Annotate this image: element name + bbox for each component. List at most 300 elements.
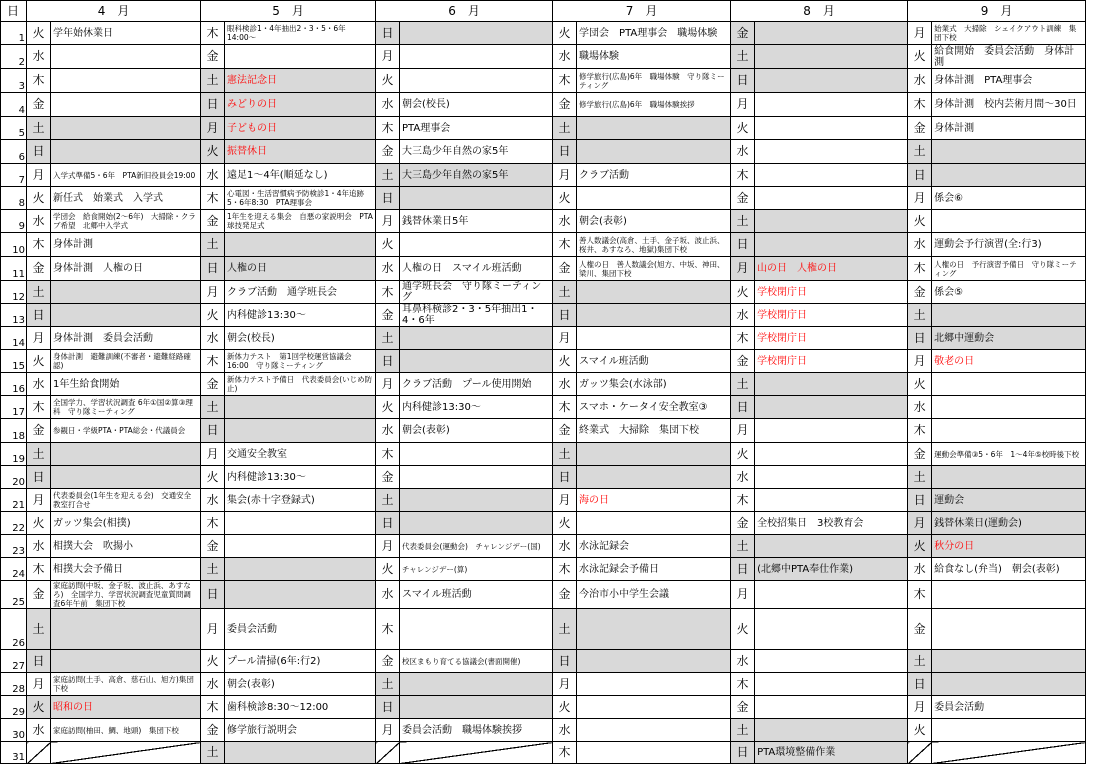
- event-jul[interactable]: 朝会(表彰): [577, 210, 731, 233]
- event-may[interactable]: 子どもの日: [225, 117, 376, 140]
- weekday-sep[interactable]: 土: [908, 304, 932, 327]
- weekday-jul[interactable]: 木: [553, 742, 577, 764]
- weekday-jun[interactable]: 月: [376, 373, 400, 396]
- event-apr[interactable]: [51, 140, 201, 164]
- event-aug[interactable]: [755, 396, 908, 419]
- weekday-jun[interactable]: 木: [376, 609, 400, 650]
- row-number[interactable]: 29: [1, 696, 27, 719]
- event-sep[interactable]: 運動会予行演習(全:行3): [932, 233, 1086, 257]
- event-may[interactable]: 憲法記念日: [225, 69, 376, 93]
- weekday-may[interactable]: 金: [201, 45, 225, 69]
- weekday-may[interactable]: 日: [201, 93, 225, 117]
- event-jul[interactable]: 今治市小中学生会議: [577, 581, 731, 609]
- weekday-apr[interactable]: 水: [27, 45, 51, 69]
- event-apr[interactable]: [51, 443, 201, 466]
- weekday-jul[interactable]: 日: [553, 650, 577, 673]
- weekday-jun[interactable]: 水: [376, 419, 400, 443]
- event-aug[interactable]: 学校閉庁日: [755, 281, 908, 304]
- weekday-jul[interactable]: 金: [553, 581, 577, 609]
- weekday-jun[interactable]: 金: [376, 466, 400, 489]
- weekday-may[interactable]: 土: [201, 558, 225, 581]
- event-sep[interactable]: [932, 673, 1086, 696]
- event-may[interactable]: 1年生を迎える集会 自悪の家説明会 PTA球技発足式: [225, 210, 376, 233]
- event-jun[interactable]: 人権の日 スマイル班活動: [400, 257, 553, 281]
- weekday-sep[interactable]: 月: [908, 187, 932, 210]
- event-apr[interactable]: 学年始休業日: [51, 22, 201, 45]
- event-jun[interactable]: 銭替休業日5年: [400, 210, 553, 233]
- event-jul[interactable]: [577, 443, 731, 466]
- weekday-jul[interactable]: 月: [553, 327, 577, 350]
- event-apr[interactable]: [51, 45, 201, 69]
- event-may[interactable]: [225, 396, 376, 419]
- weekday-aug[interactable]: 木: [731, 327, 755, 350]
- event-jul[interactable]: スマホ・ケータイ安全教室③: [577, 396, 731, 419]
- row-number[interactable]: 25: [1, 581, 27, 609]
- event-aug[interactable]: [755, 187, 908, 210]
- event-sep[interactable]: [932, 609, 1086, 650]
- weekday-aug[interactable]: 金: [731, 350, 755, 373]
- weekday-aug[interactable]: 火: [731, 281, 755, 304]
- event-may[interactable]: 集会(赤十字登録式): [225, 489, 376, 512]
- row-number[interactable]: 8: [1, 187, 27, 210]
- event-jul[interactable]: [577, 673, 731, 696]
- event-may[interactable]: 振替休日: [225, 140, 376, 164]
- weekday-sep[interactable]: 日: [908, 327, 932, 350]
- month-header-aug[interactable]: 8 月: [731, 1, 908, 22]
- row-number[interactable]: 18: [1, 419, 27, 443]
- weekday-jun[interactable]: 水: [376, 581, 400, 609]
- weekday-jun[interactable]: 月: [376, 45, 400, 69]
- event-jul[interactable]: [577, 304, 731, 327]
- weekday-apr[interactable]: 金: [27, 257, 51, 281]
- row-number[interactable]: 27: [1, 650, 27, 673]
- weekday-sep[interactable]: 木: [908, 257, 932, 281]
- weekday-jul[interactable]: 火: [553, 696, 577, 719]
- weekday-jun[interactable]: 月: [376, 719, 400, 742]
- event-may[interactable]: 交通安全教室: [225, 443, 376, 466]
- event-apr[interactable]: 身体計測 人権の日: [51, 257, 201, 281]
- event-jul[interactable]: 終業式 大掃除 集団下校: [577, 419, 731, 443]
- event-apr[interactable]: 全国学力、学習状況調査 6年①国②算③理科 守り隊ミーティング: [51, 396, 201, 419]
- event-jul[interactable]: ガッツ集会(水泳部): [577, 373, 731, 396]
- event-jul[interactable]: [577, 327, 731, 350]
- weekday-jul[interactable]: 火: [553, 187, 577, 210]
- weekday-may[interactable]: 木: [201, 350, 225, 373]
- event-jun[interactable]: 耳鼻科検診2・3・5年抽出1・4・6年: [400, 304, 553, 327]
- month-header-apr[interactable]: 4 月: [27, 1, 201, 22]
- event-may[interactable]: 人権の日: [225, 257, 376, 281]
- weekday-may[interactable]: 水: [201, 327, 225, 350]
- event-jun[interactable]: [400, 466, 553, 489]
- row-number[interactable]: 2: [1, 45, 27, 69]
- weekday-jul[interactable]: 木: [553, 558, 577, 581]
- weekday-aug[interactable]: 水: [731, 140, 755, 164]
- row-number[interactable]: 5: [1, 117, 27, 140]
- event-jul[interactable]: [577, 609, 731, 650]
- event-aug[interactable]: [755, 164, 908, 187]
- row-number[interactable]: 19: [1, 443, 27, 466]
- event-aug[interactable]: [755, 69, 908, 93]
- weekday-sep[interactable]: 木: [908, 581, 932, 609]
- event-aug[interactable]: 学校閉庁日: [755, 327, 908, 350]
- weekday-aug[interactable]: 金: [731, 22, 755, 45]
- weekday-apr[interactable]: 火: [27, 22, 51, 45]
- weekday-jun[interactable]: 木: [376, 117, 400, 140]
- event-jul[interactable]: [577, 466, 731, 489]
- weekday-jun[interactable]: 月: [376, 535, 400, 558]
- event-apr[interactable]: ガッツ集会(相撲): [51, 512, 201, 535]
- weekday-apr[interactable]: 土: [27, 281, 51, 304]
- event-aug[interactable]: [755, 117, 908, 140]
- event-aug[interactable]: (北郷中PTA奉仕作業): [755, 558, 908, 581]
- weekday-sep[interactable]: [908, 742, 932, 764]
- weekday-aug[interactable]: 木: [731, 164, 755, 187]
- weekday-jun[interactable]: 火: [376, 558, 400, 581]
- event-sep[interactable]: 銭替休業日(運動会): [932, 512, 1086, 535]
- corner-cell[interactable]: 日: [1, 1, 27, 22]
- event-sep[interactable]: 運動会準備③5・6年 1〜4年⑤校時後下校: [932, 443, 1086, 466]
- event-jun[interactable]: [400, 350, 553, 373]
- weekday-apr[interactable]: 月: [27, 327, 51, 350]
- weekday-may[interactable]: 火: [201, 304, 225, 327]
- weekday-may[interactable]: 月: [201, 443, 225, 466]
- event-apr[interactable]: 相撲大会予備日: [51, 558, 201, 581]
- event-apr[interactable]: [51, 466, 201, 489]
- weekday-apr[interactable]: 火: [27, 512, 51, 535]
- weekday-jun[interactable]: 日: [376, 350, 400, 373]
- event-jul[interactable]: [577, 140, 731, 164]
- weekday-aug[interactable]: 金: [731, 512, 755, 535]
- weekday-apr[interactable]: 木: [27, 69, 51, 93]
- event-jun[interactable]: 大三島少年自然の家5年: [400, 140, 553, 164]
- event-jul[interactable]: [577, 742, 731, 764]
- weekday-may[interactable]: 金: [201, 535, 225, 558]
- weekday-jun[interactable]: 金: [376, 140, 400, 164]
- weekday-aug[interactable]: 土: [731, 45, 755, 69]
- weekday-jun[interactable]: 木: [376, 281, 400, 304]
- event-jul[interactable]: 人権の日 善人数議会(旭方、中坂、神田、梁川、集団下校: [577, 257, 731, 281]
- weekday-jul[interactable]: 水: [553, 535, 577, 558]
- weekday-jun[interactable]: 火: [376, 396, 400, 419]
- event-may[interactable]: 朝会(表彰): [225, 673, 376, 696]
- event-sep[interactable]: 給食開始 委員会活動 身体計測: [932, 45, 1086, 69]
- event-sep[interactable]: 係会⑥: [932, 187, 1086, 210]
- event-apr[interactable]: 身体計測 避難訓練(不審者・避難経路確認): [51, 350, 201, 373]
- weekday-apr[interactable]: 日: [27, 650, 51, 673]
- weekday-aug[interactable]: 土: [731, 535, 755, 558]
- event-jun[interactable]: 大三島少年自然の家5年: [400, 164, 553, 187]
- event-apr[interactable]: [51, 304, 201, 327]
- weekday-sep[interactable]: 土: [908, 650, 932, 673]
- event-aug[interactable]: [755, 210, 908, 233]
- event-aug[interactable]: 学校閉庁日: [755, 350, 908, 373]
- event-aug[interactable]: PTA環境整備作業: [755, 742, 908, 764]
- event-apr[interactable]: 身体計測 委員会活動: [51, 327, 201, 350]
- weekday-aug[interactable]: 日: [731, 396, 755, 419]
- event-jun[interactable]: 朝会(校長): [400, 93, 553, 117]
- event-jul[interactable]: [577, 696, 731, 719]
- weekday-jun[interactable]: 日: [376, 22, 400, 45]
- weekday-jun[interactable]: 水: [376, 93, 400, 117]
- weekday-apr[interactable]: 金: [27, 93, 51, 117]
- row-number[interactable]: 15: [1, 350, 27, 373]
- weekday-jul[interactable]: 木: [553, 396, 577, 419]
- event-may[interactable]: 新体力テスト予備日 代表委員会(いじめ防止): [225, 373, 376, 396]
- weekday-may[interactable]: 水: [201, 673, 225, 696]
- weekday-jul[interactable]: 金: [553, 257, 577, 281]
- event-jul[interactable]: [577, 117, 731, 140]
- event-jun[interactable]: チャレンジデー(算): [400, 558, 553, 581]
- weekday-jul[interactable]: 土: [553, 281, 577, 304]
- row-number[interactable]: 22: [1, 512, 27, 535]
- event-aug[interactable]: [755, 535, 908, 558]
- weekday-jun[interactable]: 日: [376, 696, 400, 719]
- weekday-apr[interactable]: [27, 742, 51, 764]
- weekday-apr[interactable]: 水: [27, 719, 51, 742]
- event-jun[interactable]: [400, 187, 553, 210]
- weekday-apr[interactable]: 日: [27, 140, 51, 164]
- weekday-may[interactable]: 月: [201, 281, 225, 304]
- weekday-jul[interactable]: 木: [553, 233, 577, 257]
- event-may[interactable]: 遠足1〜4年(順延なし): [225, 164, 376, 187]
- event-may[interactable]: 委員会活動: [225, 609, 376, 650]
- weekday-aug[interactable]: 月: [731, 581, 755, 609]
- weekday-apr[interactable]: 日: [27, 304, 51, 327]
- event-may[interactable]: プール清掃(6年:行2): [225, 650, 376, 673]
- weekday-aug[interactable]: 土: [731, 719, 755, 742]
- row-number[interactable]: 1: [1, 22, 27, 45]
- event-may[interactable]: [225, 419, 376, 443]
- weekday-may[interactable]: 土: [201, 233, 225, 257]
- weekday-may[interactable]: 月: [201, 117, 225, 140]
- event-may[interactable]: 心電図・生活習慣病予防検診1・4年追跡5・6年8:30 PTA理事会: [225, 187, 376, 210]
- event-jul[interactable]: [577, 512, 731, 535]
- row-number[interactable]: 3: [1, 69, 27, 93]
- weekday-aug[interactable]: 日: [731, 742, 755, 764]
- weekday-jun[interactable]: 土: [376, 673, 400, 696]
- weekday-may[interactable]: 金: [201, 210, 225, 233]
- weekday-aug[interactable]: 土: [731, 210, 755, 233]
- event-may[interactable]: [225, 558, 376, 581]
- weekday-aug[interactable]: 日: [731, 69, 755, 93]
- weekday-jun[interactable]: 金: [376, 650, 400, 673]
- event-sep[interactable]: [932, 164, 1086, 187]
- weekday-may[interactable]: 水: [201, 164, 225, 187]
- event-apr[interactable]: 身体計測: [51, 233, 201, 257]
- weekday-aug[interactable]: 土: [731, 373, 755, 396]
- event-apr[interactable]: [51, 281, 201, 304]
- weekday-sep[interactable]: 月: [908, 22, 932, 45]
- weekday-apr[interactable]: 月: [27, 673, 51, 696]
- weekday-sep[interactable]: 水: [908, 233, 932, 257]
- event-may[interactable]: [225, 233, 376, 257]
- row-number[interactable]: 30: [1, 719, 27, 742]
- event-aug[interactable]: 全校招集日 3校教育会: [755, 512, 908, 535]
- weekday-sep[interactable]: 木: [908, 93, 932, 117]
- event-aug[interactable]: [755, 489, 908, 512]
- weekday-apr[interactable]: 火: [27, 696, 51, 719]
- event-apr[interactable]: 家庭訪問(柚田、鯛、地頭) 集団下校: [51, 719, 201, 742]
- weekday-apr[interactable]: 金: [27, 581, 51, 609]
- event-jul[interactable]: 水泳記録会予備日: [577, 558, 731, 581]
- weekday-apr[interactable]: 月: [27, 164, 51, 187]
- event-jun[interactable]: [400, 512, 553, 535]
- event-aug[interactable]: [755, 673, 908, 696]
- weekday-jul[interactable]: 金: [553, 93, 577, 117]
- weekday-jul[interactable]: 土: [553, 609, 577, 650]
- month-header-sep[interactable]: 9 月: [908, 1, 1086, 22]
- event-jun[interactable]: 朝会(表彰): [400, 419, 553, 443]
- event-sep[interactable]: 人権の日 予行演習予備日 守り隊ミーティング: [932, 257, 1086, 281]
- weekday-jul[interactable]: 土: [553, 443, 577, 466]
- weekday-apr[interactable]: 土: [27, 443, 51, 466]
- event-apr[interactable]: [51, 93, 201, 117]
- event-aug[interactable]: [755, 696, 908, 719]
- weekday-jul[interactable]: 水: [553, 719, 577, 742]
- weekday-apr[interactable]: 水: [27, 210, 51, 233]
- weekday-apr[interactable]: 木: [27, 396, 51, 419]
- event-jun[interactable]: [400, 489, 553, 512]
- weekday-apr[interactable]: 火: [27, 350, 51, 373]
- weekday-jul[interactable]: 日: [553, 140, 577, 164]
- weekday-may[interactable]: 水: [201, 489, 225, 512]
- event-apr[interactable]: [51, 609, 201, 650]
- event-jul[interactable]: [577, 187, 731, 210]
- event-sep[interactable]: 敬老の日: [932, 350, 1086, 373]
- event-sep[interactable]: 北郷中運動会: [932, 327, 1086, 350]
- event-sep[interactable]: 始業式 大掃除 シェイクアウト訓練 集団下校: [932, 22, 1086, 45]
- event-apr[interactable]: 参観日・学級PTA・PTA総会・代議員会: [51, 419, 201, 443]
- weekday-jul[interactable]: 火: [553, 22, 577, 45]
- weekday-aug[interactable]: 水: [731, 304, 755, 327]
- weekday-jul[interactable]: 土: [553, 117, 577, 140]
- event-jun[interactable]: [400, 673, 553, 696]
- event-jun[interactable]: スマイル班活動: [400, 581, 553, 609]
- event-jul[interactable]: [577, 281, 731, 304]
- event-sep[interactable]: 身体計測 校内芸術月間〜30日: [932, 93, 1086, 117]
- weekday-sep[interactable]: 日: [908, 489, 932, 512]
- event-jun[interactable]: PTA理事会: [400, 117, 553, 140]
- weekday-sep[interactable]: 金: [908, 281, 932, 304]
- event-sep[interactable]: [932, 650, 1086, 673]
- row-number[interactable]: 16: [1, 373, 27, 396]
- weekday-sep[interactable]: 木: [908, 419, 932, 443]
- weekday-may[interactable]: 木: [201, 512, 225, 535]
- event-jun[interactable]: クラブ活動 プール使用開始: [400, 373, 553, 396]
- event-aug[interactable]: [755, 581, 908, 609]
- event-sep[interactable]: [932, 140, 1086, 164]
- event-may[interactable]: 新体力テスト 第1回学校運営協議会16:00 守り隊ミーティング: [225, 350, 376, 373]
- event-apr[interactable]: 新任式 始業式 入学式: [51, 187, 201, 210]
- weekday-may[interactable]: 土: [201, 742, 225, 764]
- event-jun[interactable]: [400, 696, 553, 719]
- weekday-apr[interactable]: 金: [27, 419, 51, 443]
- event-aug[interactable]: [755, 466, 908, 489]
- weekday-aug[interactable]: 日: [731, 233, 755, 257]
- weekday-jul[interactable]: 水: [553, 373, 577, 396]
- weekday-jun[interactable]: 土: [376, 164, 400, 187]
- event-apr[interactable]: 家庭訪問(中坂、金子坂、波止浜、あすなろ) 全国学力、学習状況調査児童質問調査6年午前 集団下校: [51, 581, 201, 609]
- weekday-apr[interactable]: 火: [27, 187, 51, 210]
- event-sep[interactable]: 委員会活動: [932, 696, 1086, 719]
- row-number[interactable]: 28: [1, 673, 27, 696]
- event-aug[interactable]: 山の日 人権の日: [755, 257, 908, 281]
- event-aug[interactable]: [755, 419, 908, 443]
- event-jul[interactable]: [577, 650, 731, 673]
- event-jul[interactable]: 修学旅行(広島)6年 職場体験挨拶: [577, 93, 731, 117]
- weekday-sep[interactable]: 火: [908, 535, 932, 558]
- weekday-may[interactable]: 木: [201, 187, 225, 210]
- event-jul[interactable]: 学団会 PTA理事会 職場体験: [577, 22, 731, 45]
- weekday-may[interactable]: 日: [201, 257, 225, 281]
- weekday-may[interactable]: 火: [201, 650, 225, 673]
- weekday-may[interactable]: 土: [201, 69, 225, 93]
- event-aug[interactable]: [755, 93, 908, 117]
- event-sep[interactable]: 秋分の日: [932, 535, 1086, 558]
- event-jun[interactable]: 代表委員会(運動会) チャレンジデー(国): [400, 535, 553, 558]
- weekday-sep[interactable]: 水: [908, 69, 932, 93]
- event-sep[interactable]: [932, 466, 1086, 489]
- weekday-apr[interactable]: 月: [27, 489, 51, 512]
- row-number[interactable]: 7: [1, 164, 27, 187]
- weekday-may[interactable]: 日: [201, 581, 225, 609]
- event-jun[interactable]: [400, 69, 553, 93]
- event-may[interactable]: 内科健診13:30〜: [225, 466, 376, 489]
- event-may[interactable]: 内科健診13:30〜: [225, 304, 376, 327]
- weekday-jun[interactable]: 木: [376, 443, 400, 466]
- row-number[interactable]: 4: [1, 93, 27, 117]
- weekday-may[interactable]: 木: [201, 696, 225, 719]
- weekday-aug[interactable]: 火: [731, 117, 755, 140]
- weekday-sep[interactable]: 火: [908, 373, 932, 396]
- weekday-sep[interactable]: 水: [908, 558, 932, 581]
- event-jun[interactable]: [400, 443, 553, 466]
- weekday-sep[interactable]: 月: [908, 350, 932, 373]
- weekday-may[interactable]: 日: [201, 419, 225, 443]
- weekday-aug[interactable]: 月: [731, 419, 755, 443]
- event-jun[interactable]: 委員会活動 職場体験挨拶: [400, 719, 553, 742]
- weekday-sep[interactable]: 火: [908, 210, 932, 233]
- weekday-jun[interactable]: 水: [376, 257, 400, 281]
- weekday-jul[interactable]: 水: [553, 210, 577, 233]
- weekday-may[interactable]: 金: [201, 719, 225, 742]
- weekday-sep[interactable]: 日: [908, 673, 932, 696]
- event-aug[interactable]: [755, 609, 908, 650]
- event-jun[interactable]: 通学班長会 守り隊ミーティング: [400, 281, 553, 304]
- weekday-jul[interactable]: 月: [553, 489, 577, 512]
- weekday-sep[interactable]: 土: [908, 140, 932, 164]
- event-may[interactable]: 眼科検診1・4年抽出2・3・5・6年14:00〜: [225, 22, 376, 45]
- row-number[interactable]: 23: [1, 535, 27, 558]
- weekday-aug[interactable]: 月: [731, 257, 755, 281]
- weekday-apr[interactable]: 土: [27, 117, 51, 140]
- event-sep[interactable]: [932, 419, 1086, 443]
- event-jul[interactable]: スマイル班活動: [577, 350, 731, 373]
- event-jul[interactable]: [577, 719, 731, 742]
- weekday-may[interactable]: 月: [201, 609, 225, 650]
- weekday-jun[interactable]: 火: [376, 233, 400, 257]
- event-apr[interactable]: 家庭訪問(土手、高倉、慈石山、旭方)集団下校: [51, 673, 201, 696]
- row-number[interactable]: 6: [1, 140, 27, 164]
- weekday-aug[interactable]: 木: [731, 673, 755, 696]
- weekday-jul[interactable]: 日: [553, 304, 577, 327]
- weekday-aug[interactable]: 木: [731, 489, 755, 512]
- row-number[interactable]: 13: [1, 304, 27, 327]
- weekday-jun[interactable]: 日: [376, 187, 400, 210]
- row-number[interactable]: 10: [1, 233, 27, 257]
- event-sep[interactable]: 身体計測 PTA理事会: [932, 69, 1086, 93]
- event-jul[interactable]: 善人数議会(高倉、土手、金子坂、波止浜、桜井、あすなろ、地獄)集団下校: [577, 233, 731, 257]
